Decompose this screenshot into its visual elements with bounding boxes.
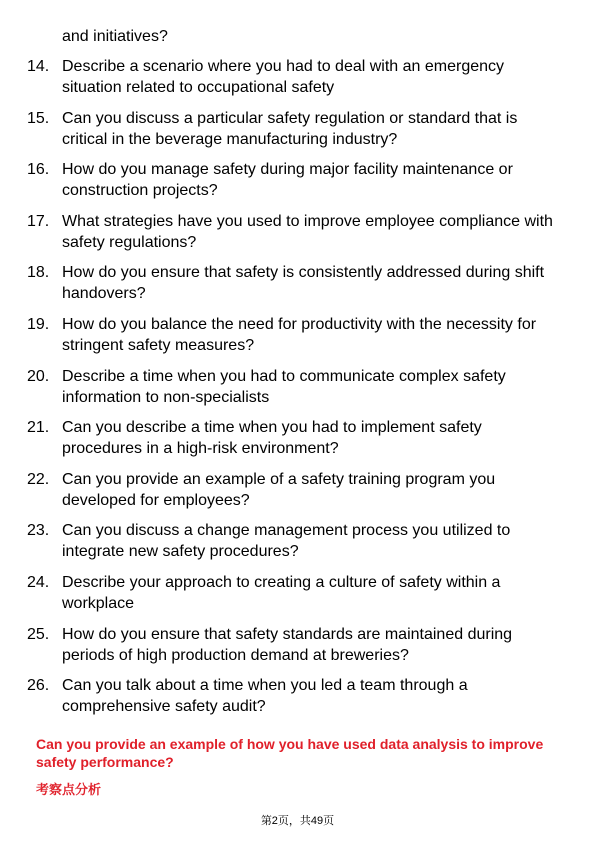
question-number: 20.: [27, 367, 50, 385]
question-number: 22.: [27, 470, 50, 488]
question-item-25: [0, 624, 595, 676]
question-list: [0, 56, 595, 727]
question-number: 14.: [27, 58, 50, 75]
question-item-21: [0, 417, 595, 469]
question-text: Describe a scenario where you had to deal with an emergency situation related to occupational safety: [62, 58, 505, 96]
question-number: 17.: [27, 212, 50, 230]
page-number-footer: 第2页，共49页: [260, 815, 335, 827]
question-number: 16.: [27, 161, 50, 179]
question-number: 26.: [27, 677, 50, 695]
question-text: What strategies have you used to improve employee compliance with safety regulations?: [62, 212, 553, 251]
question-number: 15.: [27, 109, 50, 127]
question-item-15: [0, 108, 595, 160]
question-item-17: [0, 211, 595, 263]
question-text: How do you ensure that safety is consistently addressed during shift handovers?: [62, 264, 545, 303]
question-number: 25.: [27, 625, 50, 643]
question-text: Can you describe a time when you had to implement safety procedures in a high-risk environment?: [62, 419, 482, 458]
question-item-18: [0, 262, 595, 314]
question-item-16: [0, 159, 595, 211]
question-item-19: [0, 314, 595, 366]
question-item-20: [0, 366, 595, 418]
question-text: Can you talk about a time when you led a team through a comprehensive safety audit?: [62, 677, 468, 716]
continuation-text: and initiatives?: [62, 28, 168, 45]
question-text: Can you discuss a particular safety regulation or standard that is critical in the beverage manufacturing industry?: [62, 109, 518, 148]
question-item-24: [0, 572, 595, 624]
question-text: Describe your approach to creating a culture of safety within a workplace: [62, 573, 501, 612]
question-text: Describe a time when you had to communicate complex safety information to non-specialists: [62, 367, 506, 406]
question-item-26: [0, 675, 595, 727]
question-text: How do you balance the need for productivity with the necessity for stringent safety measures?: [62, 315, 537, 354]
question-number: 24.: [27, 573, 50, 591]
analysis-section-label: 考察点分析: [36, 782, 102, 797]
question-number: 23.: [27, 522, 50, 540]
question-number: 19.: [27, 315, 50, 333]
question-text: Can you discuss a change management process you utilized to integrate new safety procedures?: [62, 522, 511, 561]
question-text: How do you manage safety during major facility maintenance or construction projects?: [62, 161, 513, 200]
highlighted-question-heading: Can you provide an example of how you have used data analysis to improve safety performance?: [36, 736, 544, 770]
question-item-22: [0, 469, 595, 521]
question-number: 21.: [27, 419, 50, 437]
question-item-23: [0, 520, 595, 572]
question-number: 18.: [27, 264, 50, 282]
question-item-14: [0, 56, 595, 108]
question-text: Can you provide an example of a safety training program you developed for employees?: [62, 470, 496, 509]
question-text: How do you ensure that safety standards are maintained during periods of high production demand at breweries?: [62, 625, 513, 664]
